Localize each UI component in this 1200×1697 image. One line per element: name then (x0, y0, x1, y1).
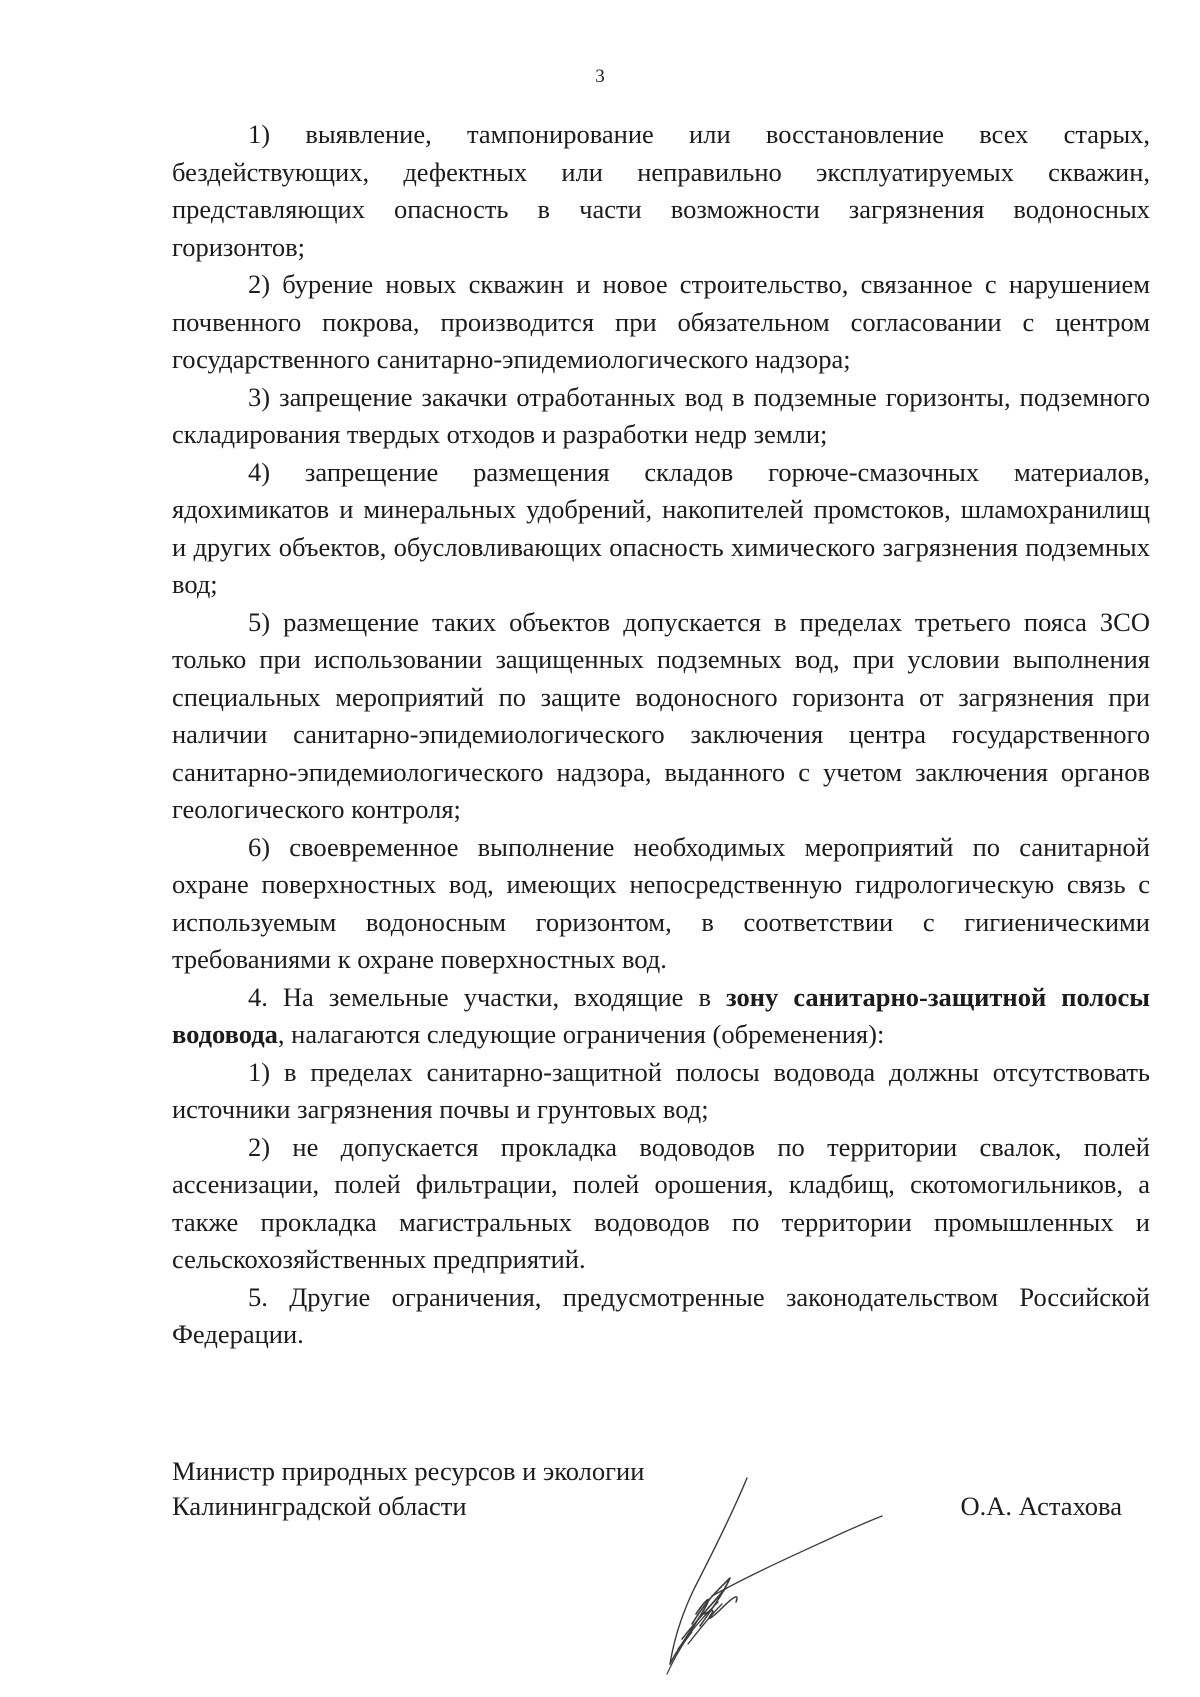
paragraph-item-3-5: 5) размещение таких объектов допускается в пределах третьего пояса ЗСО только при использовании защищенных подземных вод, при условии выполнения специальных мероприятий по защите водоносного горизонта от загрязнения при наличии санитарно-эпидемиологического заключения центра государственного санитарно-эпидемиологического надзора, выданного с учетом заключения органов геологического контроля; (172, 606, 1150, 824)
signatory-title (172, 1454, 644, 1524)
paragraph-item-3-1: 1) выявление, тампонирование или восстановление всех старых, бездействующих, дефектных или неправильно эксплуатируемых скважин, представляющих опасность в части возможности загрязнения водоносных горизонтов; (172, 119, 1150, 262)
signatory-title-line-1: Министр природных ресурсов и экологии (172, 1456, 645, 1486)
signatory-name: О.А. Астахова (960, 1491, 1122, 1521)
signature-block (172, 1454, 1150, 1694)
section-4-tail: , налагаются следующие ограничения (обременения): (277, 1019, 885, 1049)
section-4-lead: 4. На земельные участки, входящие в (248, 981, 727, 1012)
signatory-title-line-2: Калининградской области (172, 1491, 467, 1521)
handwritten-signature (652, 1474, 892, 1684)
paragraph-section-5: 5. Другие ограничения, предусмотренные законодательством Российской Федерации. (172, 1281, 1150, 1349)
paragraph-section-4 (172, 979, 1150, 1054)
paragraph-item-3-6: 6) своевременное выполнение необходимых мероприятий по санитарной охране поверхностных вод, имеющих непосредственную гидрологическую связь с используемым водоносным горизонтом, в соответствии с гигиеническими требованиями к охране поверхностных вод. (172, 831, 1150, 974)
paragraph-item-3-3: 3) запрещение закачки отработанных вод в подземные горизонты, подземного складирования твердых отходов и разработки недр земли; (172, 381, 1150, 449)
paragraph-item-3-4: 4) запрещение размещения складов горюче-смазочных материалов, ядохимикатов и минеральных удобрений, накопителей промстоков, шламохранилищ и других объектов, обусловливающих опасность химического загрязнения подземных вод; (172, 456, 1150, 599)
document-body (172, 116, 1150, 1354)
paragraph-item-3-2: 2) бурение новых скважин и новое строительство, связанное с нарушением почвенного покрова, производится при обязательном согласовании с центром государственного санитарно-эпидемиологического надзора; (172, 269, 1150, 374)
paragraph-item-4-2: 2) не допускается прокладка водоводов по территории свалок, полей ассенизации, полей фильтрации, полей орошения, кладбищ, скотомогильников, а также прокладка магистральных водоводов по территории промышленных и сельскохозяйственных предприятий. (172, 1131, 1150, 1274)
paragraph-item-4-1: 1) в пределах санитарно-защитной полосы водовода должны отсутствовать источники загрязнения почвы и грунтовых вод; (172, 1056, 1150, 1124)
section-4-bold-term: зону санитарно-защитной полосы водовода (172, 981, 1150, 1049)
page-number: 3 (595, 66, 605, 87)
